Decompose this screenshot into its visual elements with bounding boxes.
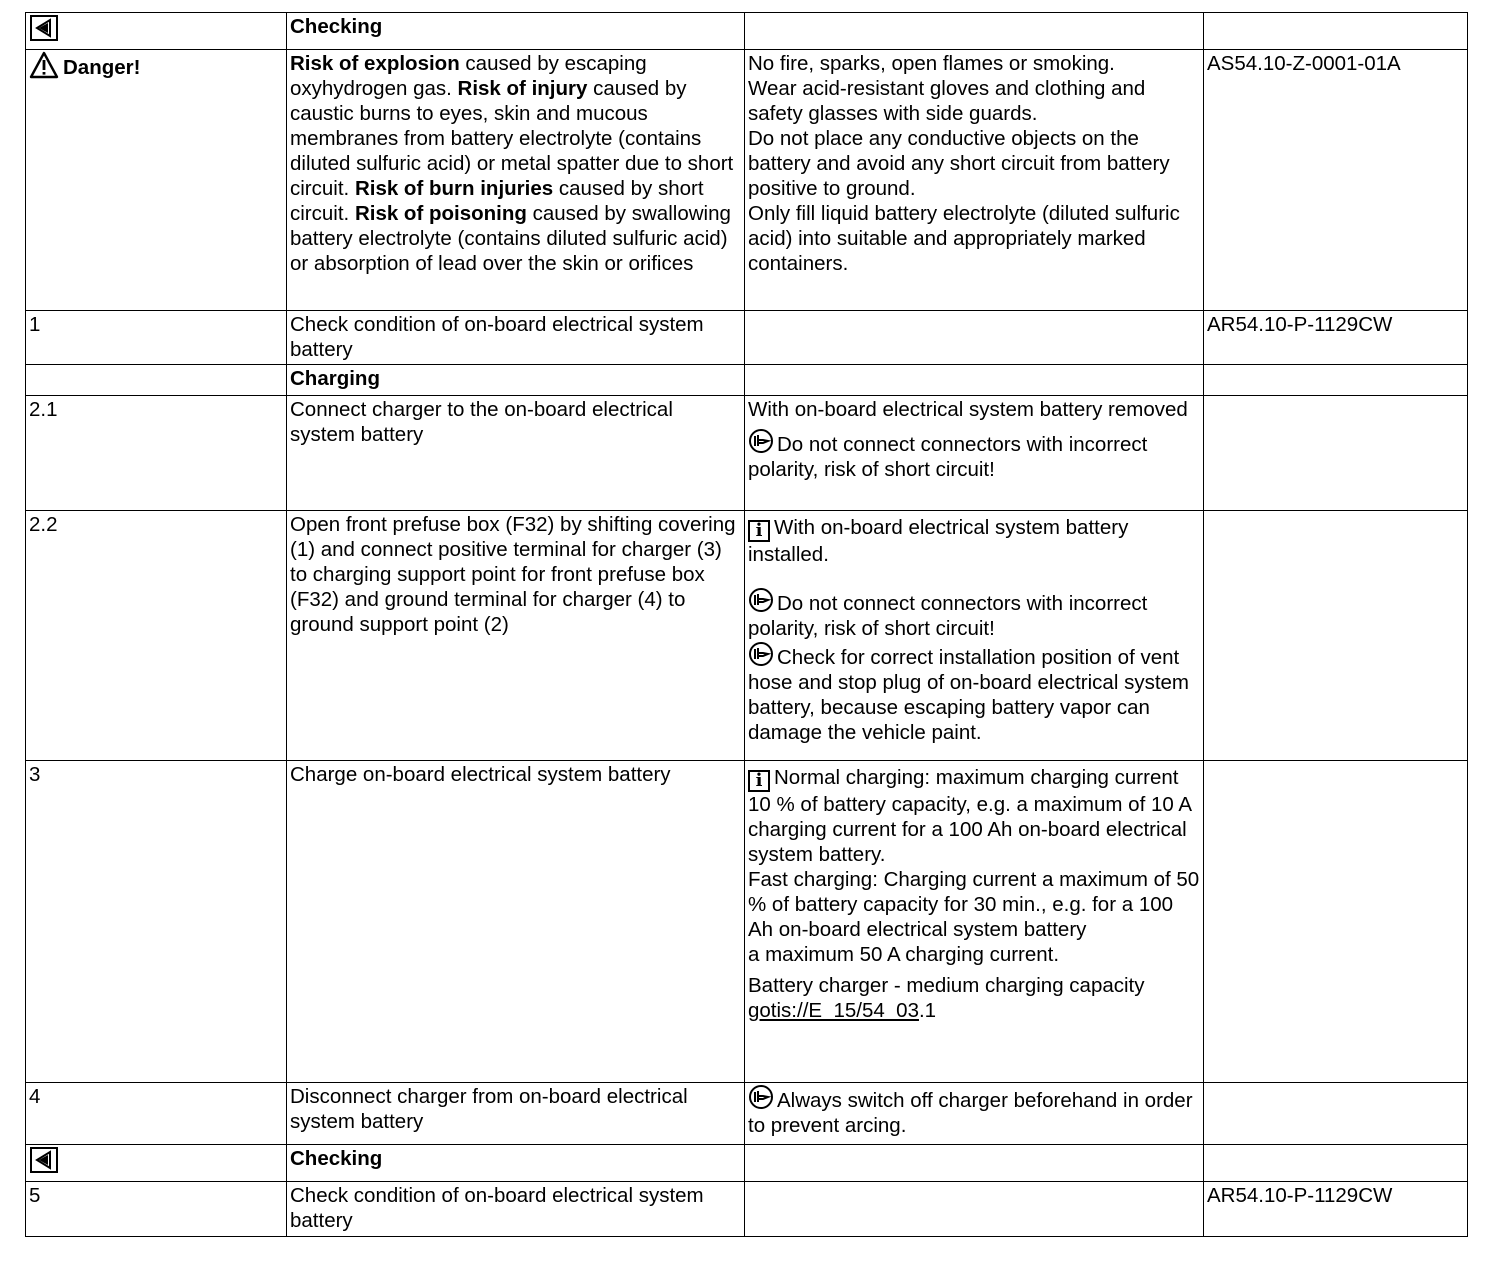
info-note: a maximum 50 A charging current. xyxy=(748,943,1060,966)
warning-triangle-icon xyxy=(29,51,59,79)
danger-label: Danger! xyxy=(63,56,141,79)
info-note: Fast charging: Charging current a maximum of 50 % of battery capacity for 30 min., e.g. for a 100 Ah on-board electrical system battery xyxy=(748,868,1200,941)
charger-label: Battery charger - medium charging capacity xyxy=(748,974,1145,997)
info-note: 10 % of battery capacity, e.g. a maximum of 10 A charging current for a 100 Ah on-board electrical system battery. xyxy=(748,793,1191,866)
step-note: With on-board electrical system battery removed xyxy=(748,398,1188,421)
back-arrow-icon[interactable] xyxy=(29,14,59,42)
safety-measure: Only fill liquid battery electrolyte (diluted sulfuric acid) into suitable and appropriately marked containers. xyxy=(748,202,1180,275)
safety-measure: Do not place any conductive objects on the battery and avoid any short circuit from battery positive to ground. xyxy=(748,127,1170,200)
info-icon: i xyxy=(748,770,770,792)
safety-measure: No fire, sparks, open flames or smoking. xyxy=(748,52,1115,75)
charger-link-suffix: .1 xyxy=(918,999,937,1022)
step-number: 2.1 xyxy=(29,398,58,421)
procedure-table xyxy=(25,12,1468,1237)
charger-link[interactable]: gotis://E_15/54_03 xyxy=(748,999,919,1022)
step-text: Disconnect charger from on-board electrical system battery xyxy=(290,1085,688,1133)
checking-header-row xyxy=(26,1145,1468,1182)
info-note: Normal charging: maximum charging current xyxy=(774,766,1179,789)
step-note: Always switch off charger beforehand in order to prevent arcing. xyxy=(748,1089,1193,1137)
checking-header-row xyxy=(26,13,1468,50)
danger-row xyxy=(26,50,1468,311)
danger-risks: Risk of explosion caused by escaping oxyhydrogen gas. Risk of injury caused by caustic burns to eyes, skin and mucous membranes from battery electrolyte (contains diluted sulfuric acid) or metal spatter due to short circuit. Risk of burn injuries caused by short circuit. Risk of poisoning caused by swallowing battery electrolyte (contains diluted sulfuric acid) or absorption of lead over the skin or orifices xyxy=(290,52,734,275)
note-hand-icon xyxy=(748,428,774,454)
step-number: 1 xyxy=(29,313,41,336)
info-note: With on-board electrical system battery installed. xyxy=(748,516,1129,566)
step-row xyxy=(26,761,1468,1083)
section-title: Checking xyxy=(290,1147,383,1170)
step-text: Connect charger to the on-board electrical system battery xyxy=(290,398,673,446)
safety-measure: Wear acid-resistant gloves and clothing and safety glasses with side guards. xyxy=(748,77,1146,125)
info-icon: i xyxy=(748,520,770,542)
step-row xyxy=(26,1182,1468,1237)
step-number: 5 xyxy=(29,1184,41,1207)
risk-injury: Risk of injury xyxy=(457,77,588,100)
step-text: Check condition of on-board electrical system battery xyxy=(290,313,704,361)
note-hand-icon xyxy=(748,1084,774,1110)
risk-explosion: Risk of explosion xyxy=(290,52,460,75)
step-row xyxy=(26,396,1468,511)
back-arrow-icon[interactable] xyxy=(29,1146,59,1174)
section-title: Charging xyxy=(290,367,380,390)
risk-poisoning: Risk of poisoning xyxy=(354,202,527,225)
step-number: 4 xyxy=(29,1085,41,1108)
step-number: 3 xyxy=(29,763,41,786)
step-row xyxy=(26,511,1468,761)
charging-header-row xyxy=(26,365,1468,396)
step-text: Open front prefuse box (F32) by shifting covering (1) and connect positive terminal for charger (3) to charging support point for front prefuse box (F32) and ground terminal for charger (4) to ground support point (2) xyxy=(290,513,736,636)
reference-link[interactable]: AR54.10-P-1129CW xyxy=(1207,313,1393,336)
step-note: Do not connect connectors with incorrect polarity, risk of short circuit! xyxy=(748,592,1148,640)
note-hand-icon xyxy=(748,641,774,667)
reference-link[interactable]: AS54.10-Z-0001-01A xyxy=(1207,52,1401,75)
step-row xyxy=(26,311,1468,365)
section-title: Checking xyxy=(290,15,383,38)
step-number: 2.2 xyxy=(29,513,58,536)
step-row xyxy=(26,1083,1468,1145)
step-note: Do not connect connectors with incorrect polarity, risk of short circuit! xyxy=(748,433,1148,481)
step-text: Charge on-board electrical system battery xyxy=(290,763,671,786)
step-note: Check for correct installation position of vent hose and stop plug of on-board electrical system battery, because escaping battery vapor can damage the vehicle paint. xyxy=(748,646,1190,744)
reference-link[interactable]: AR54.10-P-1129CW xyxy=(1207,1184,1393,1207)
step-text: Check condition of on-board electrical system battery xyxy=(290,1184,704,1232)
risk-burn: Risk of burn injuries xyxy=(354,177,554,200)
note-hand-icon xyxy=(748,587,774,613)
